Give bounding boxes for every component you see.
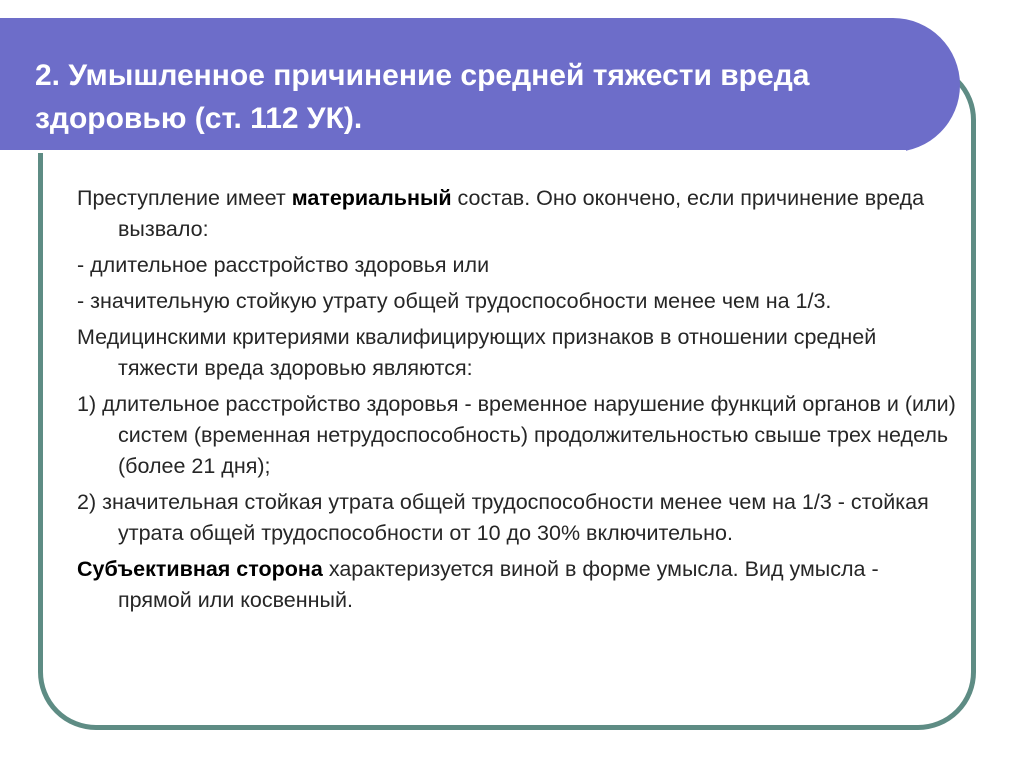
title-bar xyxy=(0,18,960,152)
bold-term-subjective-side: Субъективная сторона xyxy=(77,557,323,581)
text-segment: 2) значительная стойкая утрата общей трудоспособности менее чем на 1/3 - стойкая утрата общей трудоспособности от 10 до 30% включительно. xyxy=(77,490,929,545)
list-item-capacity-loss xyxy=(77,286,957,317)
text-segment: состав. Оно окончено, если причинение вреда вызвало: xyxy=(118,186,925,241)
text-segment: - длительное расстройство здоровья или xyxy=(77,253,490,277)
text-segment: - значительную стойкую утрату общей трудоспособности менее чем на 1/3. xyxy=(77,289,832,313)
list-item-long-disorder xyxy=(77,250,957,281)
paragraph-medical-criteria xyxy=(77,322,957,384)
title-underline xyxy=(0,150,906,153)
slide-title: 2. Умышленное причинение средней тяжести вреда здоровью (ст. 112 УК). xyxy=(35,59,810,135)
text-segment: 1) длительное расстройство здоровья - временное нарушение функций органов и (или) систем (временная нетрудоспособность) продолжительностью свыше трех недель (более 21 дня); xyxy=(77,392,956,478)
text-segment: Преступление имеет xyxy=(77,186,292,210)
slide-body xyxy=(77,183,957,621)
criterion-1 xyxy=(77,389,957,482)
text-segment: Медицинскими критериями квалифицирующих признаков в отношении средней тяжести вреда здоровью являются: xyxy=(77,325,877,380)
criterion-2 xyxy=(77,487,957,549)
text-segment: характеризуется виной в форме умысла. Вид умысла - прямой или косвенный. xyxy=(118,557,879,612)
paragraph-corpus-delicti xyxy=(77,183,957,245)
paragraph-subjective-side xyxy=(77,554,957,616)
bold-term-material: материальный xyxy=(291,186,452,210)
